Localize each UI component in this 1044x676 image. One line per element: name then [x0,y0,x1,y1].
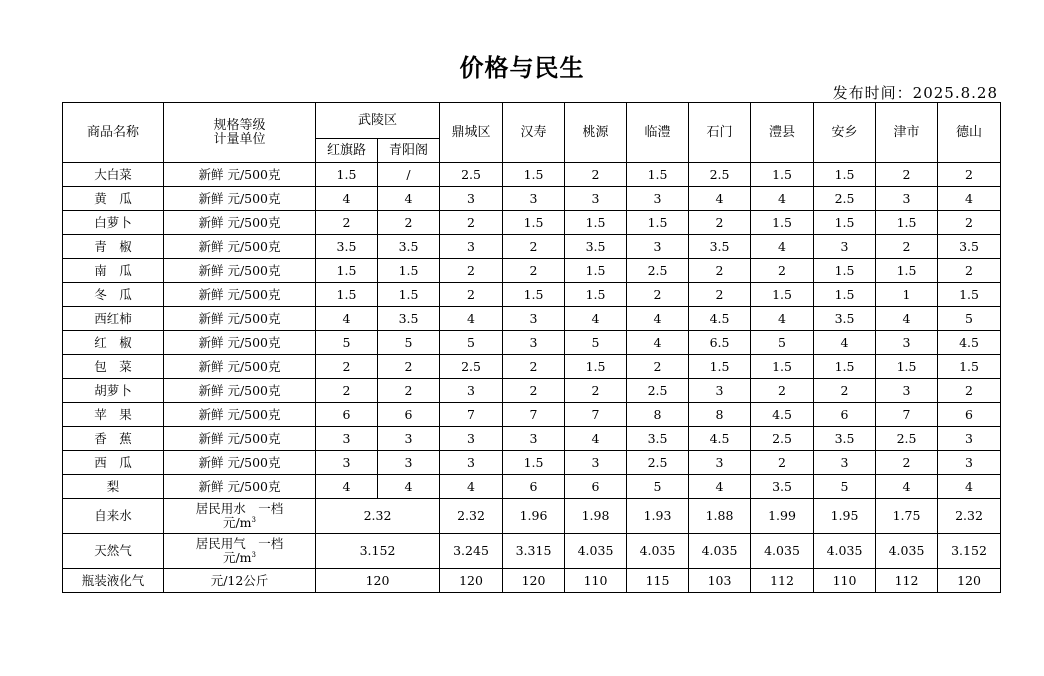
cell-value: 5 [316,331,378,355]
cell-wuling: 120 [316,569,440,593]
cell-value: 3 [316,451,378,475]
table-row [63,235,1001,259]
table-row [63,283,1001,307]
cell-value: 4 [627,307,689,331]
row-spec: 新鲜 元/500克 [164,307,316,331]
cell-value: 2.5 [751,427,814,451]
cell-value: 4.5 [751,403,814,427]
cell-value: 3.5 [316,235,378,259]
cell-value: 1.5 [814,259,876,283]
cell-value: 1.5 [565,259,627,283]
cell-value: 1.5 [316,163,378,187]
cell-value: 2 [378,379,440,403]
cell-value: 4 [751,187,814,211]
cell-value: 4.035 [565,534,627,569]
row-spec-line1: 居民用气 一档 [195,536,284,551]
row-name: 黄 瓜 [63,187,164,211]
cell-value: 4 [876,307,938,331]
cell-value: 4.5 [689,307,751,331]
cell-value: 2.5 [627,451,689,475]
cell-value: 112 [876,569,938,593]
cell-value: 1.5 [316,283,378,307]
cell-value: 3.5 [814,307,876,331]
cell-value: 1.5 [378,259,440,283]
cell-value: 4 [565,307,627,331]
cell-value: 5 [627,475,689,499]
cell-value: 4 [440,307,503,331]
cell-value: 6.5 [689,331,751,355]
cell-value: 3.5 [751,475,814,499]
cell-value: 2 [503,379,565,403]
cell-value: 3.5 [378,235,440,259]
cell-value: 1.95 [814,499,876,534]
cell-value: 4.035 [876,534,938,569]
cell-value: 120 [938,569,1001,593]
cell-value: 110 [814,569,876,593]
row-name: 天然气 [63,534,164,569]
cell-value: 2 [938,259,1001,283]
row-name: 红 椒 [63,331,164,355]
cell-value: 4 [938,187,1001,211]
cell-value: 2 [751,451,814,475]
row-name: 白萝卜 [63,211,164,235]
cell-value: 1.99 [751,499,814,534]
cell-value: 2 [440,283,503,307]
table-row [63,307,1001,331]
cell-value: 6 [565,475,627,499]
cell-value: 3 [503,307,565,331]
header-district: 鼎城区 [440,103,503,163]
cell-value: 7 [503,403,565,427]
cell-value: 1.5 [503,211,565,235]
cell-value: 4 [316,307,378,331]
cell-value: 2 [565,163,627,187]
cell-value: 2 [876,235,938,259]
cell-value: 2 [814,379,876,403]
cell-value: 3.5 [689,235,751,259]
row-name: 胡萝卜 [63,379,164,403]
cell-value: 4 [565,427,627,451]
cell-value: 2 [751,259,814,283]
cell-value: 3 [565,187,627,211]
cell-value: 8 [689,403,751,427]
row-spec: 元/12公斤 [164,569,316,593]
cell-value: 1.96 [503,499,565,534]
cell-value: 3.152 [938,534,1001,569]
table-row [63,355,1001,379]
cell-value: 2 [316,355,378,379]
cell-value: 3.5 [814,427,876,451]
cell-value: 3 [316,427,378,451]
cell-value: 1.5 [627,211,689,235]
cell-value: 2 [316,211,378,235]
cell-value: 1.5 [814,211,876,235]
header-spec [164,103,316,163]
cell-value: 2 [938,211,1001,235]
row-spec: 新鲜 元/500克 [164,235,316,259]
cell-value: 4 [627,331,689,355]
price-table [62,102,1001,593]
cell-value: 3 [378,427,440,451]
cell-value: 2 [689,283,751,307]
cell-value: 1.5 [565,355,627,379]
table-row [63,534,1001,569]
cell-value: 1.75 [876,499,938,534]
cell-value: 2.5 [627,379,689,403]
cell-value: 4 [689,187,751,211]
header-district: 津市 [876,103,938,163]
cell-value: 6 [814,403,876,427]
cell-value: 4 [316,475,378,499]
cell-value: 3 [503,331,565,355]
cell-value: 1.5 [565,211,627,235]
header-district: 汉寿 [503,103,565,163]
cell-value: 2.5 [440,163,503,187]
header-district: 桃源 [565,103,627,163]
row-name: 西 瓜 [63,451,164,475]
header-wuling-sub: 青阳阁 [378,139,440,163]
cell-value: 2 [938,379,1001,403]
cell-value: 5 [440,331,503,355]
row-name: 梨 [63,475,164,499]
cell-value: 1.98 [565,499,627,534]
table-row [63,403,1001,427]
row-spec: 新鲜 元/500克 [164,475,316,499]
cell-value: 3 [627,235,689,259]
header-district: 澧县 [751,103,814,163]
cell-value: 120 [440,569,503,593]
cell-value: 120 [503,569,565,593]
cell-value: 1.5 [751,283,814,307]
cell-value: 3 [689,451,751,475]
cell-value: 2 [316,379,378,403]
cell-value: 4.035 [627,534,689,569]
cell-value: 2.32 [440,499,503,534]
cell-value: 7 [876,403,938,427]
row-spec-sup: 3 [251,515,257,524]
cell-value: 3 [503,427,565,451]
cell-value: 3 [938,451,1001,475]
table-row [63,187,1001,211]
cell-value: 5 [751,331,814,355]
cell-value: 2 [689,259,751,283]
cell-value: 3 [814,235,876,259]
row-spec: 新鲜 元/500克 [164,259,316,283]
row-spec [164,499,316,534]
cell-value: 3 [876,331,938,355]
header-spec-line1: 规格等级 [213,117,266,133]
row-spec: 新鲜 元/500克 [164,427,316,451]
header-spec-line2: 计量单位 [213,131,266,147]
cell-value: 4 [938,475,1001,499]
table-row [63,427,1001,451]
cell-value: 3 [440,427,503,451]
table-row [63,163,1001,187]
cell-value: 4 [751,235,814,259]
cell-value: 1.5 [503,163,565,187]
cell-value: 2 [565,379,627,403]
row-spec-line1: 居民用水 一档 [195,501,284,516]
header-district: 安乡 [814,103,876,163]
cell-value: 3 [689,379,751,403]
table-row [63,331,1001,355]
cell-value: 1.5 [814,355,876,379]
row-spec: 新鲜 元/500克 [164,355,316,379]
cell-value: 2.5 [814,187,876,211]
cell-value: 6 [938,403,1001,427]
cell-value: 2 [378,211,440,235]
cell-value: 3 [378,451,440,475]
cell-value: 2.5 [440,355,503,379]
header-product: 商品名称 [63,103,164,163]
cell-value: 3.5 [565,235,627,259]
row-name: 自来水 [63,499,164,534]
cell-value: 2 [503,259,565,283]
cell-value: 1.5 [751,355,814,379]
cell-value: 3 [440,235,503,259]
utility-rows [63,499,1001,593]
row-spec: 新鲜 元/500克 [164,379,316,403]
cell-value: 2 [503,355,565,379]
cell-value: 2 [503,235,565,259]
table-row [63,569,1001,593]
cell-value: 4 [316,187,378,211]
cell-value: 2 [876,163,938,187]
header-wuling: 武陵区 [316,103,440,139]
cell-value: 3 [627,187,689,211]
row-name: 香 蕉 [63,427,164,451]
row-name: 包 菜 [63,355,164,379]
cell-value: 3.5 [378,307,440,331]
cell-value: 4 [440,475,503,499]
header-district: 德山 [938,103,1001,163]
cell-value: 1.5 [876,355,938,379]
row-spec [164,534,316,569]
row-spec-sup: 3 [251,550,257,559]
cell-value: 7 [440,403,503,427]
cell-value: 4 [814,331,876,355]
cell-value: 4 [378,475,440,499]
cell-value: 2.32 [938,499,1001,534]
cell-value: 3 [876,379,938,403]
cell-value: 6 [316,403,378,427]
cell-value: 4.5 [689,427,751,451]
table-row [63,379,1001,403]
cell-value: 2 [627,355,689,379]
row-name: 南 瓜 [63,259,164,283]
cell-value: 1 [876,283,938,307]
header-district: 临澧 [627,103,689,163]
row-spec: 新鲜 元/500克 [164,283,316,307]
cell-wuling: 3.152 [316,534,440,569]
cell-value: 2 [689,211,751,235]
row-name: 西红柿 [63,307,164,331]
page-title: 价格与民生 [459,54,585,82]
cell-value: 2 [751,379,814,403]
row-name: 冬 瓜 [63,283,164,307]
cell-value: 8 [627,403,689,427]
cell-value: 3.5 [938,235,1001,259]
row-spec: 新鲜 元/500克 [164,163,316,187]
row-spec: 新鲜 元/500克 [164,403,316,427]
cell-value: 1.5 [938,355,1001,379]
row-spec-line2: 元/m [222,550,252,565]
cell-value: / [378,163,440,187]
header-wuling-sub: 红旗路 [316,139,378,163]
table-row [63,475,1001,499]
cell-value: 3.315 [503,534,565,569]
cell-value: 1.5 [378,283,440,307]
cell-value: 115 [627,569,689,593]
cell-value: 5 [814,475,876,499]
cell-value: 6 [378,403,440,427]
cell-value: 2 [627,283,689,307]
cell-value: 1.5 [814,283,876,307]
cell-value: 1.5 [565,283,627,307]
cell-value: 1.5 [503,283,565,307]
row-spec-line2: 元/m [222,515,252,530]
cell-value: 3.5 [627,427,689,451]
cell-value: 2.5 [876,427,938,451]
table-row [63,499,1001,534]
cell-value: 5 [938,307,1001,331]
cell-value: 3 [814,451,876,475]
cell-value: 1.5 [938,283,1001,307]
produce-rows [63,163,1001,499]
cell-value: 2 [440,211,503,235]
cell-value: 4 [378,187,440,211]
cell-value: 1.5 [503,451,565,475]
cell-value: 3 [440,187,503,211]
cell-value: 4.5 [938,331,1001,355]
cell-value: 1.5 [689,355,751,379]
cell-value: 4.035 [814,534,876,569]
cell-value: 3 [565,451,627,475]
cell-value: 4 [689,475,751,499]
cell-value: 1.5 [876,211,938,235]
table-row [63,451,1001,475]
cell-value: 1.5 [814,163,876,187]
cell-value: 1.5 [751,163,814,187]
cell-value: 4.035 [751,534,814,569]
cell-value: 2.5 [627,259,689,283]
row-spec: 新鲜 元/500克 [164,187,316,211]
cell-value: 4.035 [689,534,751,569]
cell-value: 6 [503,475,565,499]
row-name: 青 椒 [63,235,164,259]
cell-value: 3 [503,187,565,211]
cell-value: 103 [689,569,751,593]
publish-date: 发布时间：2025.8.28 [832,84,998,102]
cell-value: 2 [876,451,938,475]
table-row [63,259,1001,283]
cell-value: 3 [876,187,938,211]
cell-value: 110 [565,569,627,593]
cell-value: 7 [565,403,627,427]
row-name: 瓶装液化气 [63,569,164,593]
row-spec: 新鲜 元/500克 [164,451,316,475]
cell-value: 3 [440,379,503,403]
cell-value: 2 [378,355,440,379]
cell-value: 2 [938,163,1001,187]
cell-value: 1.93 [627,499,689,534]
cell-value: 5 [378,331,440,355]
row-spec: 新鲜 元/500克 [164,211,316,235]
cell-value: 1.88 [689,499,751,534]
cell-value: 3.245 [440,534,503,569]
cell-value: 1.5 [876,259,938,283]
cell-wuling: 2.32 [316,499,440,534]
cell-value: 2.5 [689,163,751,187]
row-name: 苹 果 [63,403,164,427]
header-district: 石门 [689,103,751,163]
cell-value: 3 [938,427,1001,451]
cell-value: 3 [440,451,503,475]
row-name: 大白菜 [63,163,164,187]
cell-value: 2 [440,259,503,283]
cell-value: 112 [751,569,814,593]
cell-value: 1.5 [627,163,689,187]
cell-value: 4 [876,475,938,499]
cell-value: 1.5 [751,211,814,235]
cell-value: 5 [565,331,627,355]
row-spec: 新鲜 元/500克 [164,331,316,355]
table-row [63,211,1001,235]
cell-value: 4 [751,307,814,331]
cell-value: 1.5 [316,259,378,283]
